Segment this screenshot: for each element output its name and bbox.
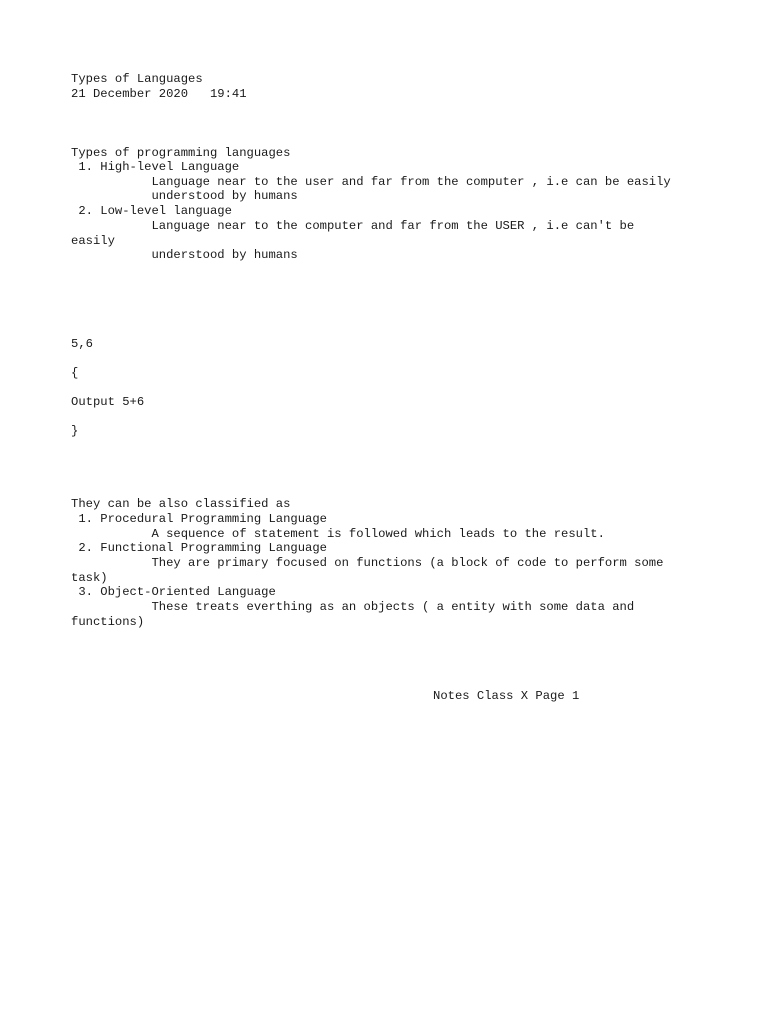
section-heading-programming-languages: Types of programming languages <box>71 146 291 160</box>
list-item-functional: 2. Functional Programming Language <box>71 541 327 555</box>
list-item-procedural: 1. Procedural Programming Language <box>71 512 327 526</box>
list-item-low-level: 2. Low-level language <box>71 204 232 218</box>
list-item-object-oriented-desc-wrap: functions) <box>71 615 145 629</box>
list-item-functional-desc-wrap: task) <box>71 571 108 585</box>
list-item-low-level-desc-cont: understood by humans <box>71 248 298 262</box>
code-line-close-brace: } <box>71 424 79 438</box>
code-line-open-brace: { <box>71 366 79 380</box>
code-line-output: Output 5+6 <box>71 395 145 409</box>
code-line-input: 5,6 <box>71 337 93 351</box>
list-item-high-level-desc: Language near to the user and far from the computer , i.e can be easily <box>71 175 671 189</box>
list-item-object-oriented-desc: These treats everthing as an objects ( a entity with some data and <box>71 600 635 614</box>
page-footer: Notes Class X Page 1 <box>433 689 580 703</box>
list-item-low-level-desc: Language near to the computer and far from the USER , i.e can't be <box>71 219 635 233</box>
note-title: Types of Languages <box>71 72 203 86</box>
note-datetime: 21 December 2020 19:41 <box>71 87 247 101</box>
list-item-object-oriented: 3. Object-Oriented Language <box>71 585 276 599</box>
list-item-procedural-desc: A sequence of statement is followed which leads to the result. <box>71 527 605 541</box>
list-item-high-level: 1. High-level Language <box>71 160 240 174</box>
list-item-high-level-desc-cont: understood by humans <box>71 189 298 203</box>
list-item-functional-desc: They are primary focused on functions (a block of code to perform some <box>71 556 664 570</box>
section-heading-classification: They can be also classified as <box>71 497 291 511</box>
list-item-low-level-desc-wrap: easily <box>71 234 115 248</box>
